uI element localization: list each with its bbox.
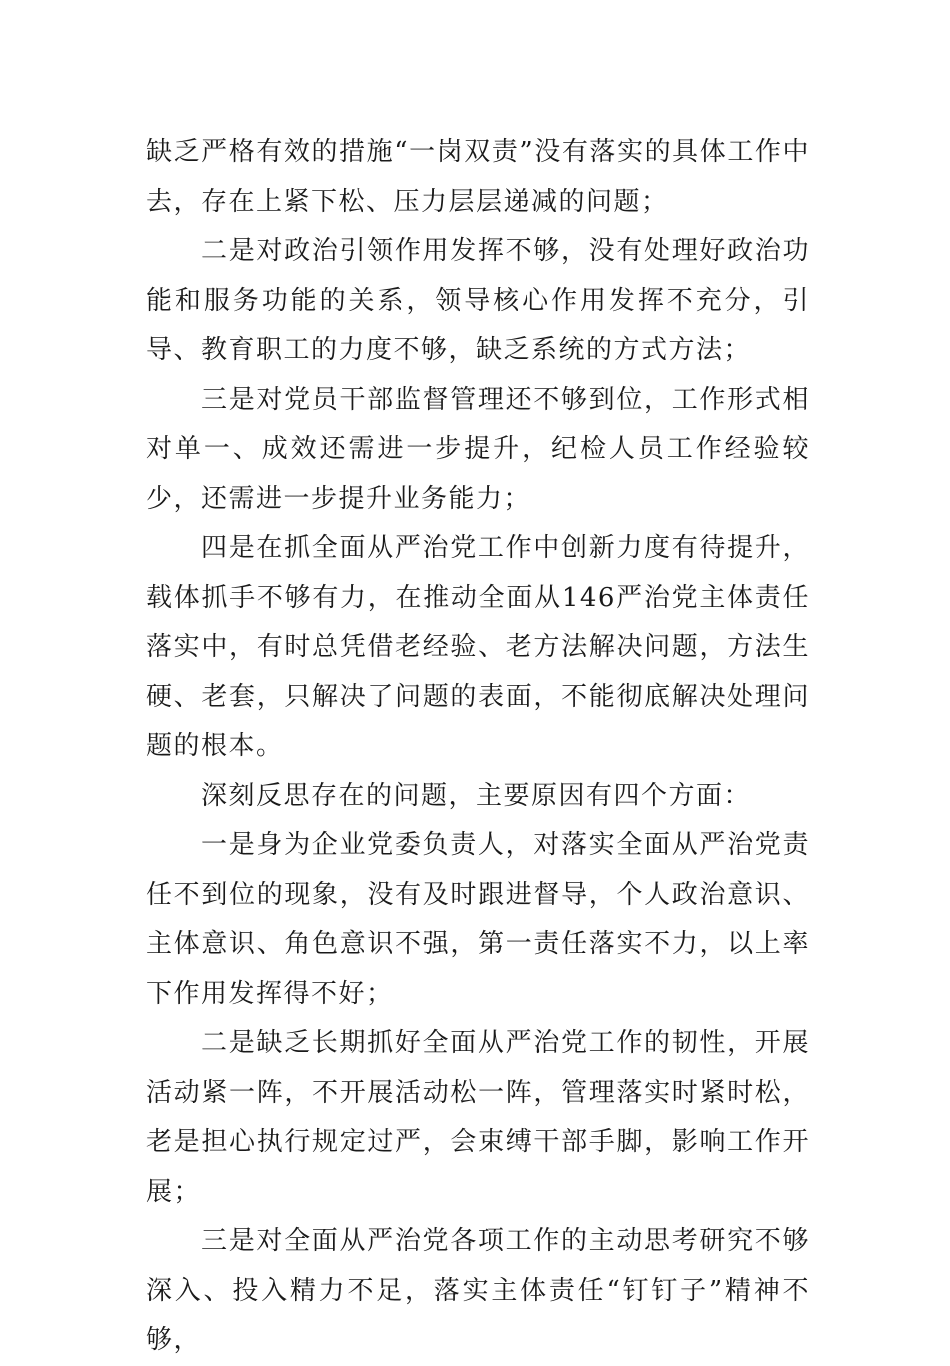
paragraph: 四是在抓全面从严治党工作中创新力度有待提升，载体抓手不够有力，在推动全面从146严治党主体责任落实中，有时总凭借老经验、老方法解决问题，方法生硬、老套，只解决了问题的表面，不能彻底解决处理问题的根本。 — [146, 533, 810, 761]
paragraph: 三是对党员干部监督管理还不够到位，工作形式相对单一、成效还需进一步提升，纪检人员工作经验较少，还需进一步提升业务能力； — [146, 384, 810, 514]
paragraph: 二是缺乏长期抓好全面从严治党工作的韧性，开展活动紧一阵，不开展活动松一阵，管理落实时紧时松，老是担心执行规定过严，会束缚干部手脚，影响工作开展； — [146, 1028, 810, 1207]
paragraph: 二是对政治引领作用发挥不够，没有处理好政治功能和服务功能的关系，领导核心作用发挥不充分，引导、教育职工的力度不够，缺乏系统的方式方法； — [146, 236, 810, 365]
paragraph: 深刻反思存在的问题，主要原因有四个方面： — [201, 780, 752, 811]
document-body — [146, 128, 810, 1366]
paragraph: 一是身为企业党委负责人，对落实全面从严治党责任不到位的现象，没有及时跟进督导，个人政治意识、主体意识、角色意识不强，第一责任落实不力，以上率下作用发挥得不好； — [146, 830, 810, 1009]
paragraph: 三是对全面从严治党各项工作的主动思考研究不够深入、投入精力不足，落实主体责任“钉钉子”精神不够， — [146, 1226, 810, 1355]
paragraph: 缺乏严格有效的措施“一岗双责”没有落实的具体工作中去，存在上紧下松、压力层层递减的问题； — [146, 137, 810, 217]
